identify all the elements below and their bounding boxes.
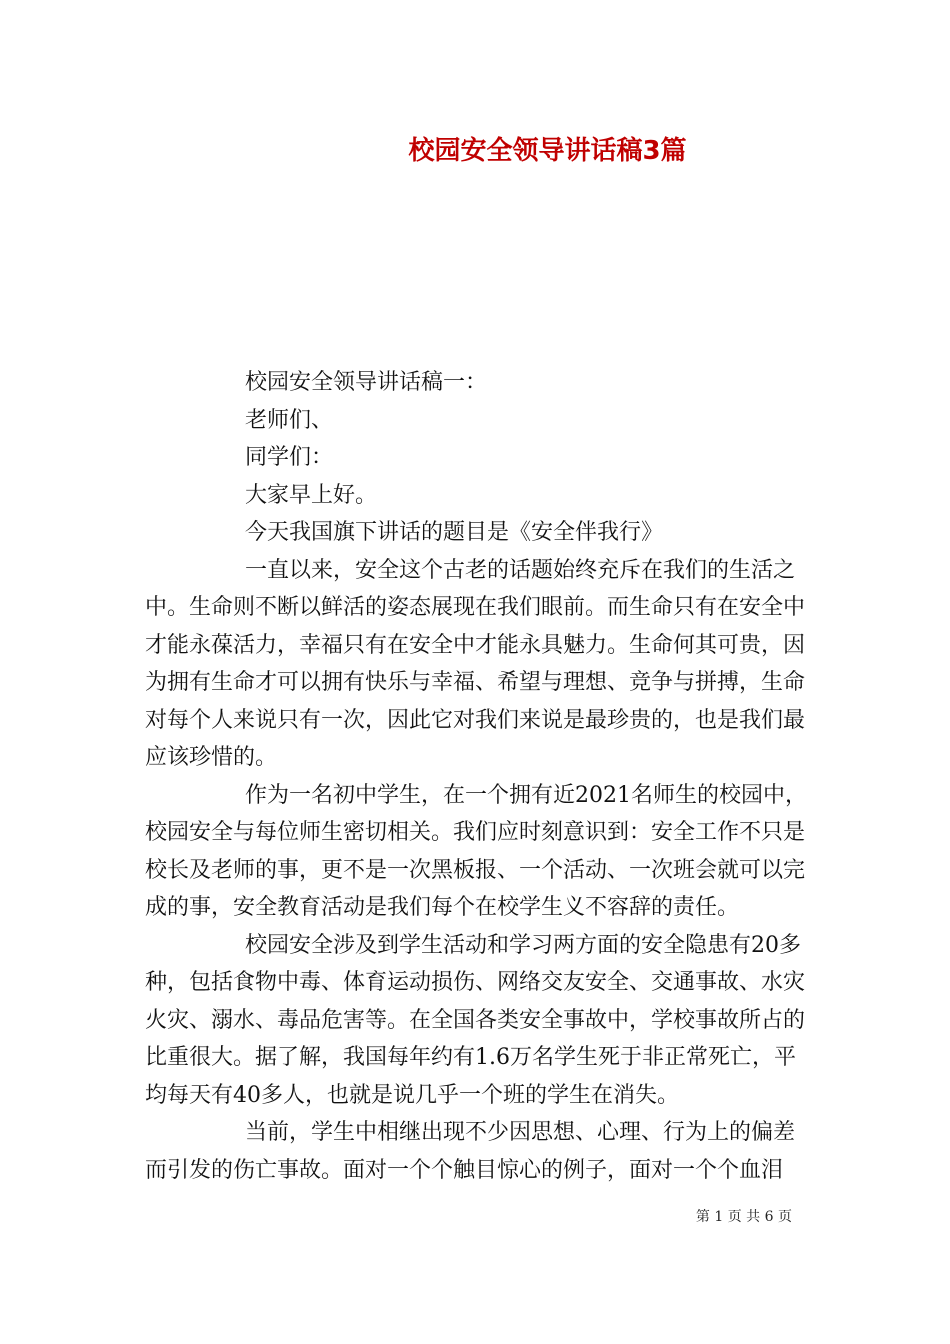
- salutation-teachers: 老师们、: [245, 407, 334, 433]
- paragraph: 当前，学生中相继出现不少因思想、心理、行为上的偏差而引发的伤亡事故。面对一个个触目惊心的例子，面对一个个血泪: [145, 1120, 796, 1183]
- document-body: [145, 364, 809, 1189]
- paragraph: 作为一名初中学生，在一个拥有近2021名师生的校园中，校园安全与每位师生密切相关。我们应时刻意识到：安全工作不只是校长及老师的事，更不是一次黑板报、一个活动、一次班会就可以完成的事，安全教育活动是我们每个在校学生义不容辞的责任。: [145, 782, 807, 920]
- section-heading: 校园安全领导讲话稿一：: [245, 370, 488, 395]
- document-title: 校园安全领导讲话稿3篇: [408, 136, 687, 166]
- paragraph: 一直以来，安全这个古老的话题始终充斥在我们的生活之中。生命则不断以鲜活的姿态展现在我们眼前。而生命只有在安全中才能永葆活力，幸福只有在安全中才能永具魅力。生命何其可贵，因为拥有生命才可以拥有快乐与幸福、希望与理想、竞争与拼搏，生命对每个人来说只有一次，因此它对我们来说是最珍贵的，也是我们最应该珍惜的。: [145, 557, 806, 770]
- salutation-students: 同学们：: [245, 445, 334, 470]
- paragraph: 校园安全涉及到学生活动和学习两方面的安全隐患有20多种，包括食物中毒、体育运动损伤、网络交友安全、交通事故、水灾火灾、溺水、毒品危害等。在全国各类安全事故中，学校事故所占的比重很大。据了解，我国每年约有1.6万名学生死于非正常死亡，平均每天有40多人，也就是说几乎一个班的学生在消失。: [145, 932, 806, 1108]
- page-number: 第 1 页 共 6 页: [695, 1209, 792, 1225]
- topic-line: 今天我国旗下讲话的题目是《安全伴我行》: [245, 520, 664, 545]
- greeting-line: 大家早上好。: [245, 482, 378, 508]
